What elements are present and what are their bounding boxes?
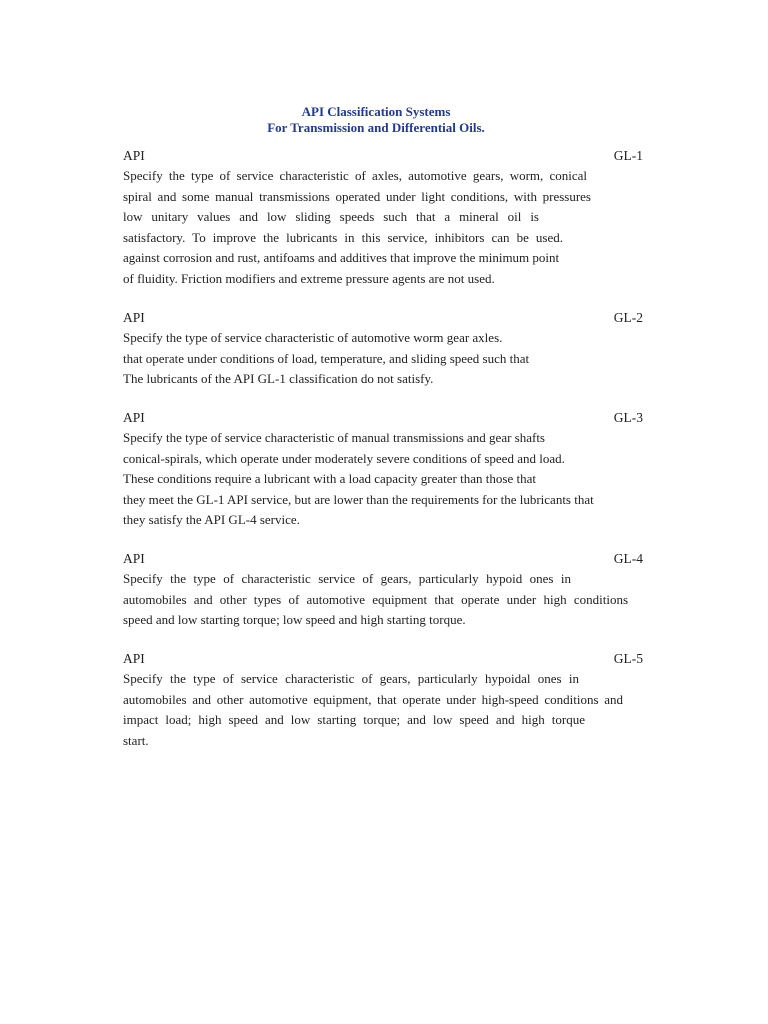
paragraph-line: Specify the type of service characteristic of axles, automotive gears, worm, conical [123, 168, 587, 183]
section-gl-4 [123, 549, 643, 631]
paragraph-line: The lubricants of the API GL-1 classification do not satisfy. [123, 371, 434, 386]
section-heading [123, 549, 643, 569]
paragraph-line: start. [123, 732, 149, 748]
section-gl-2 [123, 308, 643, 390]
paragraph-line: Specify the type of service characteristic of automotive worm gear axles. [123, 330, 503, 345]
section-code: GL-3 [613, 410, 643, 425]
paragraph-line: Specify the type of service characteristic of manual transmissions and gear shafts [123, 430, 545, 445]
paragraph-line: conical-spirals, which operate under moderately severe conditions of speed and load. [123, 450, 565, 466]
document-title: API Classification Systems [301, 104, 451, 119]
paragraph-line: speed and low starting torque; low speed and high starting torque. [123, 612, 466, 627]
section-heading [123, 308, 643, 328]
section-label: API [123, 148, 145, 163]
section-label: API [123, 310, 145, 325]
section-label: API [123, 410, 145, 425]
paragraph-line: of fluidity. Friction modifiers and extreme pressure agents are not used. [123, 270, 495, 286]
paragraph-line: Specify the type of characteristic service of gears, particularly hypoid ones in [123, 571, 571, 586]
paragraph-line: Specify the type of service characteristic of gears, particularly hypoidal ones in [123, 671, 579, 686]
section-heading [123, 408, 643, 428]
paragraph-line: These conditions require a lubricant with a load capacity greater than those that [123, 471, 536, 486]
paragraph-line: automobiles and other automotive equipment, that operate under high-speed conditions and [123, 691, 623, 707]
paragraph-line: satisfactory. To improve the lubricants in this service, inhibitors can be used. [123, 229, 563, 245]
section-label: API [123, 551, 145, 566]
section-code: GL-1 [613, 148, 643, 163]
section-gl-3 [123, 408, 643, 531]
section-code: GL-2 [613, 310, 643, 325]
section-code: GL-5 [613, 651, 643, 666]
section-label: API [123, 651, 145, 666]
document-subtitle: For Transmission and Differential Oils. [267, 120, 485, 135]
section-gl-5 [123, 649, 643, 751]
paragraph-line: low unitary values and low sliding speeds such that a mineral oil is [123, 209, 539, 224]
paragraph-line: impact load; high speed and low starting torque; and low speed and high torque [123, 712, 585, 727]
paragraph-line: they meet the GL-1 API service, but are lower than the requirements for the lubricants that [123, 491, 594, 507]
paragraph-line: that operate under conditions of load, temperature, and sliding speed such that [123, 350, 530, 366]
paragraph-line: spiral and some manual transmissions operated under light conditions, with pressures [123, 188, 591, 204]
paragraph-line: against corrosion and rust, antifoams and additives that improve the minimum point [123, 250, 560, 265]
section-gl-1 [123, 146, 643, 289]
paragraph-line: automobiles and other types of automotive equipment that operate under high conditions [123, 591, 628, 607]
section-heading [123, 649, 643, 669]
section-heading [123, 146, 643, 166]
section-code: GL-4 [613, 551, 643, 566]
paragraph-line: they satisfy the API GL-4 service. [123, 512, 300, 527]
